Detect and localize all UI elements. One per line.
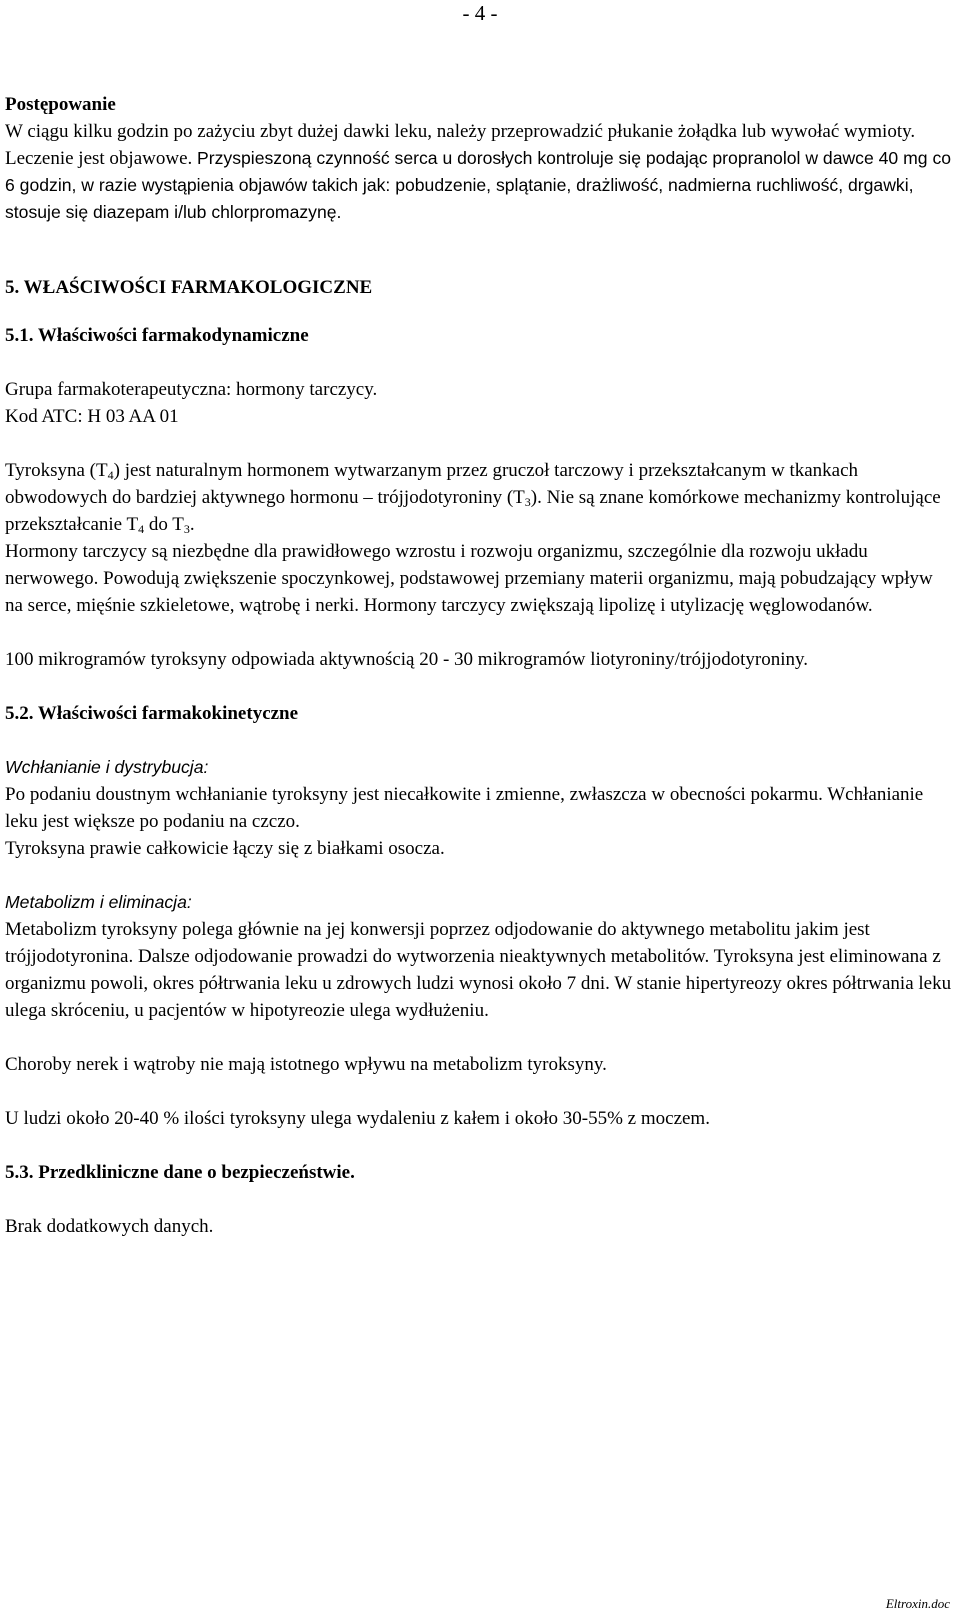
section-5-1-heading: 5.1. Właściwości farmakodynamiczne <box>5 325 309 346</box>
preclinical-text: Brak dodatkowych danych. <box>5 1216 214 1237</box>
pharmacotherapeutic-group: Grupa farmakoterapeutyczna: hormony tarczycy. <box>5 379 378 400</box>
metabolism-paragraph-2: Choroby nerek i wątroby nie mają istotnego wpływu na metabolizm tyroksyny. <box>5 1054 607 1075</box>
overdose-paragraph-1: W ciągu kilku godzin po zażyciu zbyt dużej dawki leku, należy przeprowadzić płukanie żołądka lub wywołać wymioty. <box>5 121 916 142</box>
absorption-paragraph-1: Po podaniu doustnym wchłanianie tyroksyny jest niecałkowite i zmienne, zwłaszcza w obecności pokarmu. Wchłanianie leku jest większe po podaniu na czczo. <box>5 784 924 832</box>
metabolism-paragraph-1: Metabolizm tyroksyny polega głównie na jej konwersji poprzez odjodowanie do aktywnego metabolitu jakim jest trójjodotyronina. Dalsze odjodowanie prowadzi do wytworzenia nieaktywnych metabolitów. Tyroksyna jest eliminowana z organizmu powoli, okres półtrwania leku u zdrowych ludzi wynosi około 7 dni. W stanie hipertyreozy okres półtrwania leku ulega skróceniu, u pacjentów w hipotyreozie ulega wydłużeniu. <box>5 919 952 1021</box>
overdose-paragraph-2 <box>5 145 955 226</box>
overdose-paragraph-2a: Leczenie jest objawowe. <box>5 148 198 169</box>
section-5-heading: 5. WŁAŚCIWOŚCI FARMAKOLOGICZNE <box>5 277 373 298</box>
overdose-heading: Postępowanie <box>5 94 116 115</box>
pharmacodynamics-paragraph-1: Tyroksyna $(T_4)$ jest naturalnym hormonem wytwarzanym przez gruczoł tarczowy i przekształcanym w tkankach obwodowych do bardziej aktywnego hormonu – trójjodotyroniny $(T_3)$. Nie są znane komórkowe mechanizmy kontrolujące przekształcanie $T_4$ do $T_3$. <box>5 460 941 536</box>
absorption-heading: Wchłanianie i dystrybucja: <box>5 757 209 777</box>
document-body <box>5 91 955 1240</box>
section-5-3-heading: 5.3. Przedkliniczne dane o bezpieczeństwie. <box>5 1162 355 1183</box>
pharmacodynamics-paragraph-2: Hormony tarczycy są niezbędne dla prawidłowego wzrostu i rozwoju organizmu, szczególnie dla rozwoju układu nerwowego. Powodują zwiększenie spoczynkowej, podstawowej przemiany materii organizmu, mają pobudzający wpływ na serce, mięśnie szkieletowe, wątrobę i nerki. Hormony tarczycy zwiększają lipolizę i utylizację węglowodanów. <box>5 541 933 616</box>
absorption-paragraph-2: Tyroksyna prawie całkowicie łączy się z białkami osocza. <box>5 838 445 859</box>
pharmacodynamics-paragraph-3: 100 mikrogramów tyroksyny odpowiada aktywnością 20 - 30 mikrogramów liotyroniny/trójjodotyroniny. <box>5 649 808 670</box>
atc-code: Kod ATC: H 03 AA 01 <box>5 406 179 427</box>
page-number: - 4 - <box>462 1 498 25</box>
section-5-2-heading: 5.2. Właściwości farmakokinetyczne <box>5 703 299 724</box>
overdose-paragraph-2b: Przyspieszoną czynność serca u dorosłych kontroluje się podając propranolol w dawce 40 mg co 6 godzin, w razie wystąpienia objawów takich jak: pobudzenie, splątanie, drażliwość, nadmierna ruchliwość, drgawki, stosuje się diazepam i/lub chlorpromazynę. <box>5 148 952 222</box>
metabolism-paragraph-3: U ludzi około 20-40 % ilości tyroksyny ulega wydaleniu z kałem i około 30-55% z moczem. <box>5 1108 710 1129</box>
footer-filename: Eltroxin.doc <box>885 1596 950 1611</box>
metabolism-heading: Metabolizm i eliminacja: <box>5 892 192 912</box>
